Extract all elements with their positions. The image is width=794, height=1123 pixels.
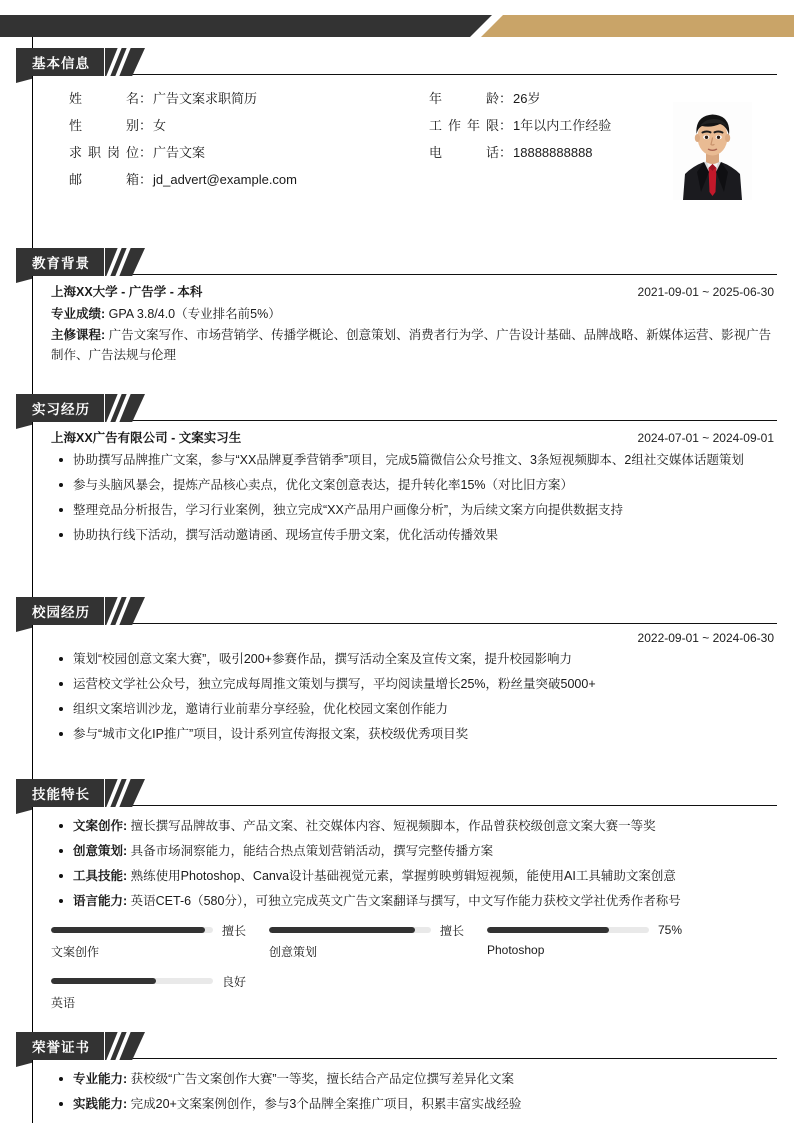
skill-bar-fill bbox=[51, 978, 156, 984]
skill-bar-level: 擅长 bbox=[222, 923, 247, 938]
skill-bar-track bbox=[269, 927, 431, 933]
section-badge-education bbox=[16, 248, 104, 276]
list-item: 参与“城市文化IP推广”项目，设计系列宣传海报文案，获校级优秀项目奖 bbox=[51, 724, 774, 744]
section-body-skills bbox=[33, 807, 794, 1025]
list-item bbox=[51, 1069, 774, 1089]
field-value-phone: 18888888888 bbox=[513, 145, 593, 160]
skill-label: 语言能力: bbox=[73, 894, 128, 908]
colon: ： bbox=[139, 118, 153, 133]
skill-bar-fill bbox=[51, 927, 205, 933]
colon: ： bbox=[499, 91, 513, 106]
section-rule bbox=[129, 805, 777, 806]
skill-bar-item bbox=[51, 974, 269, 1011]
field-value-gender: 女 bbox=[153, 118, 167, 133]
section-header-skills bbox=[16, 779, 794, 807]
campus-bullet-list bbox=[51, 649, 774, 744]
skill-bar-item bbox=[487, 923, 705, 960]
education-entry-header bbox=[51, 282, 774, 300]
section-body-honors bbox=[33, 1060, 794, 1114]
field-value-age: 26岁 bbox=[513, 91, 541, 106]
colon: ： bbox=[139, 172, 153, 187]
honor-text: 获校级“广告文案创作大赛”一等奖，擅长结合产品定位撰写差异化文案 bbox=[130, 1072, 514, 1086]
field-value-work-years: 1年以内工作经验 bbox=[513, 118, 612, 133]
field-position bbox=[69, 142, 419, 169]
section-header-campus bbox=[16, 597, 794, 625]
internship-entry-header bbox=[51, 428, 774, 446]
section-badge-skills bbox=[16, 779, 104, 807]
section-badge-campus bbox=[16, 597, 104, 625]
colon: ： bbox=[139, 145, 153, 160]
list-item bbox=[51, 816, 774, 836]
section-title-education: 教育背景 bbox=[32, 256, 90, 272]
avatar bbox=[673, 102, 752, 200]
skill-bar-track bbox=[51, 927, 213, 933]
skill-bar-track bbox=[487, 927, 649, 933]
internship-bullet-list bbox=[51, 450, 774, 545]
list-item: 运营校文学社公众号，独立完成每周推文策划与撰写，平均阅读量增长25%，粉丝量突破5000+ bbox=[51, 674, 774, 694]
badge-notch bbox=[16, 422, 32, 429]
field-label-phone: 电 话 bbox=[429, 145, 499, 160]
list-item: 策划“校园创意文案大赛”，吸引200+参赛作品，撰写活动全案及宣传文案，提升校园影响力 bbox=[51, 649, 774, 669]
skill-bar-row bbox=[269, 923, 487, 937]
section-body-education bbox=[33, 276, 794, 365]
section-skills bbox=[0, 779, 794, 1025]
section-honors bbox=[0, 1032, 794, 1119]
skill-text: 具备市场洞察能力，能结合热点策划营销活动，撰写完整传播方案 bbox=[130, 844, 494, 858]
education-gpa-line bbox=[51, 304, 774, 324]
skill-label: 工具技能: bbox=[73, 869, 128, 883]
skill-bar-level: 良好 bbox=[222, 974, 247, 989]
internship-date: 2024-07-01 ~ 2024-09-01 bbox=[637, 431, 774, 445]
list-item bbox=[51, 866, 774, 886]
skill-bar-track bbox=[51, 978, 213, 984]
list-item: 协助执行线下活动，撰写活动邀请函、现场宣传手册文案，优化活动传播效果 bbox=[51, 525, 774, 545]
skill-bar-row bbox=[487, 923, 705, 937]
colon: ： bbox=[499, 118, 513, 133]
campus-date: 2022-09-01 ~ 2024-06-30 bbox=[637, 631, 774, 645]
skills-bullet-list bbox=[51, 816, 774, 911]
section-body-internship bbox=[33, 422, 794, 545]
skill-bar-item bbox=[269, 923, 487, 960]
skill-bar-fill bbox=[269, 927, 415, 933]
skill-label: 创意策划: bbox=[73, 844, 128, 858]
section-internship bbox=[0, 394, 794, 550]
badge-notch bbox=[16, 625, 32, 632]
section-badge-basic-info bbox=[16, 48, 104, 76]
field-label-email: 邮 箱 bbox=[69, 172, 139, 187]
field-name bbox=[69, 88, 419, 115]
colon: ： bbox=[499, 145, 513, 160]
skill-bar-name: 创意策划 bbox=[269, 945, 318, 959]
skill-bar-name: Photoshop bbox=[487, 943, 545, 957]
list-item bbox=[51, 841, 774, 861]
field-value-position: 广告文案 bbox=[153, 145, 206, 160]
education-title: 上海XX大学 - 广告学 - 本科 bbox=[51, 285, 203, 299]
badge-notch bbox=[16, 1060, 32, 1067]
skill-label: 文案创作: bbox=[73, 819, 128, 833]
section-title-internship: 实习经历 bbox=[32, 402, 90, 418]
skill-bars-group bbox=[51, 923, 774, 1025]
field-email bbox=[69, 169, 419, 196]
skill-text: 熟练使用Photoshop、Canva设计基础视觉元素，掌握剪映剪辑短视频，能使用AI工具辅助文案创意 bbox=[130, 869, 676, 883]
list-item: 参与头脑风暴会，提炼产品核心卖点，优化文案创意表达，提升转化率15%（对比旧方案） bbox=[51, 475, 774, 495]
list-item: 组织文案培训沙龙，邀请行业前辈分享经验，优化校园文案创作能力 bbox=[51, 699, 774, 719]
education-date: 2021-09-01 ~ 2025-06-30 bbox=[637, 285, 774, 299]
portrait-photo-icon bbox=[673, 102, 752, 200]
honors-bullet-list bbox=[51, 1069, 774, 1114]
field-label-name: 姓 名 bbox=[69, 91, 139, 106]
field-value-email: jd_advert@example.com bbox=[153, 172, 297, 187]
basic-info-grid bbox=[51, 82, 774, 187]
section-rule bbox=[129, 623, 777, 624]
basic-info-left-column bbox=[69, 88, 419, 196]
section-rule bbox=[129, 274, 777, 275]
education-courses-line bbox=[51, 325, 774, 365]
skill-bar-row bbox=[51, 974, 269, 988]
section-header-education bbox=[16, 248, 794, 276]
skill-bar-level: 擅长 bbox=[440, 923, 465, 938]
list-item bbox=[51, 891, 774, 911]
honor-label: 实践能力: bbox=[73, 1097, 128, 1111]
list-item: 协助撰写品牌推广文案，参与“XX品牌夏季营销季”项目，完成5篇微信公众号推文、3条短视频脚本、2组社交媒体话题策划 bbox=[51, 450, 774, 470]
section-header-basic-info bbox=[16, 48, 794, 76]
internship-title: 上海XX广告有限公司 - 文案实习生 bbox=[51, 431, 242, 445]
section-header-internship bbox=[16, 394, 794, 422]
skill-text: 英语CET-6（580分），可独立完成英文广告文案翻译与撰写，中文写作能力获校文学社优秀作者称号 bbox=[130, 894, 681, 908]
list-item bbox=[51, 1094, 774, 1114]
education-gpa-label: 专业成绩: bbox=[51, 307, 106, 321]
section-title-campus: 校园经历 bbox=[32, 605, 90, 621]
field-value-name: 广告文案求职简历 bbox=[153, 91, 258, 106]
colon: ： bbox=[139, 91, 153, 106]
field-label-position: 求 职 岗 位 bbox=[69, 145, 139, 160]
section-education bbox=[0, 248, 794, 366]
section-badge-honors bbox=[16, 1032, 104, 1060]
education-courses-label: 主修课程: bbox=[51, 328, 106, 342]
list-item: 整理竞品分析报告，学习行业案例，独立完成“XX产品用户画像分析”，为后续文案方向提供数据支持 bbox=[51, 500, 774, 520]
skill-bar-fill bbox=[487, 927, 609, 933]
banner-gold-stripe bbox=[481, 15, 794, 37]
education-courses-value: 广告文案写作、市场营销学、传播学概论、创意策划、消费者行为学、广告设计基础、品牌战略、新媒体运营、影视广告制作、广告法规与伦理 bbox=[51, 328, 772, 362]
field-label-age: 年 龄 bbox=[429, 91, 499, 106]
section-title-skills: 技能特长 bbox=[32, 787, 90, 803]
field-label-gender: 性 别 bbox=[69, 118, 139, 133]
honor-label: 专业能力: bbox=[73, 1072, 128, 1086]
section-campus bbox=[0, 597, 794, 749]
section-badge-internship bbox=[16, 394, 104, 422]
honor-text: 完成20+文案案例创作，参与3个品牌全案推广项目，积累丰富实战经验 bbox=[130, 1097, 522, 1111]
section-rule bbox=[129, 420, 777, 421]
banner-dark-stripe bbox=[0, 15, 492, 37]
section-rule bbox=[129, 1058, 777, 1059]
skill-bar-item bbox=[51, 923, 269, 960]
section-rule bbox=[129, 74, 777, 75]
skill-bar-row bbox=[51, 923, 269, 937]
badge-notch bbox=[16, 276, 32, 283]
section-title-basic-info: 基本信息 bbox=[32, 56, 90, 72]
skill-bar-name: 文案创作 bbox=[51, 945, 100, 959]
education-gpa-value: GPA 3.8/4.0（专业排名前5%） bbox=[108, 307, 281, 321]
badge-notch bbox=[16, 807, 32, 814]
field-gender bbox=[69, 115, 419, 142]
skill-text: 擅长撰写品牌故事、产品文案、社交媒体内容、短视频脚本，作品曾获校级创意文案大赛一等奖 bbox=[130, 819, 656, 833]
skill-bar-level: 75% bbox=[658, 923, 683, 937]
section-body-campus bbox=[33, 625, 794, 744]
skill-bar-name: 英语 bbox=[51, 996, 76, 1010]
field-label-work-years: 工 作 年 限 bbox=[429, 118, 499, 133]
section-title-honors: 荣誉证书 bbox=[32, 1040, 90, 1056]
top-decorative-banner bbox=[0, 15, 794, 37]
badge-notch bbox=[16, 76, 32, 83]
section-header-honors bbox=[16, 1032, 794, 1060]
